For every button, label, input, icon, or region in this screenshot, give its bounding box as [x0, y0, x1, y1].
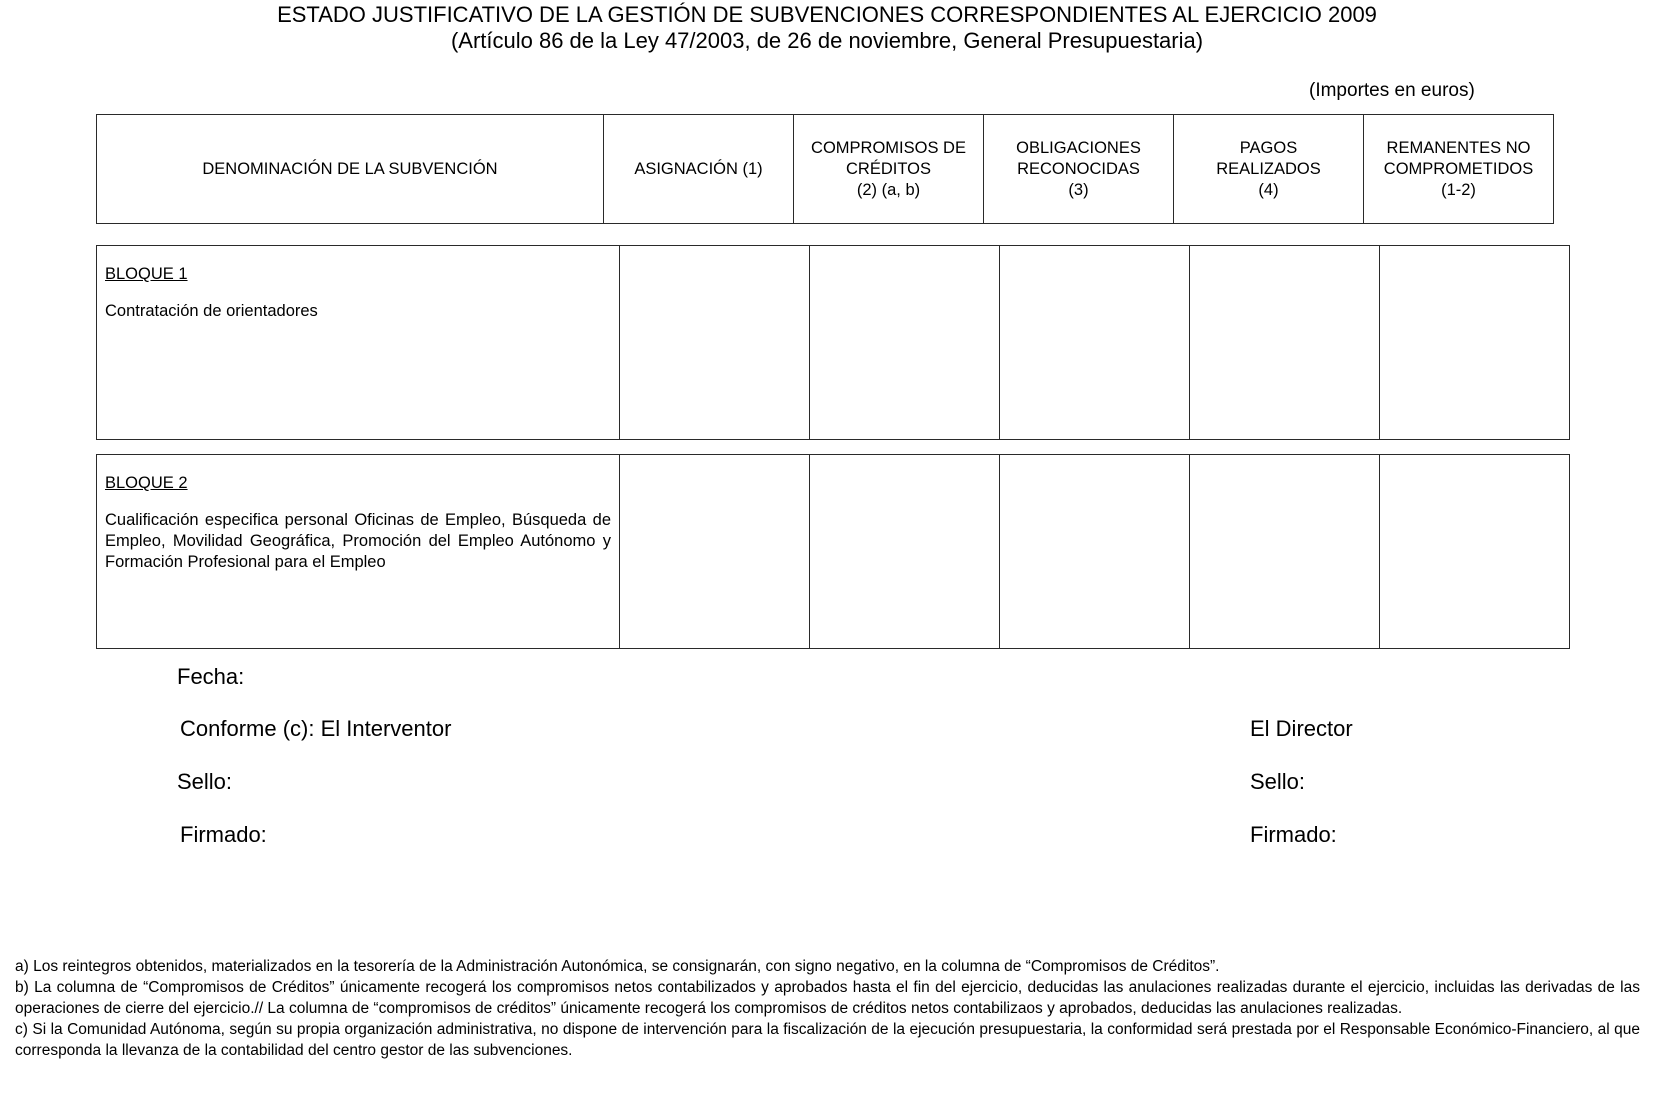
col-obligaciones	[984, 115, 1174, 224]
importes-note: (Importes en euros)	[1309, 80, 1475, 101]
firmado-director-label: Firmado:	[1250, 822, 1337, 847]
col-label: COMPROMETIDOS	[1383, 159, 1534, 178]
footnote-a: a) Los reintegros obtenidos, materializados en la tesorería de la Administración Autonómica, se consignarán, con signo negativo, en la columna de “Compromisos de Créditos”.	[15, 958, 1220, 975]
header-row	[97, 115, 1554, 224]
block-2-asignacion-cell	[620, 455, 810, 649]
col-compromisos	[794, 115, 984, 224]
col-label: COMPROMISOS DE	[811, 138, 966, 157]
document-subtitle: (Artículo 86 de la Ley 47/2003, de 26 de noviembre, General Presupuestaria)	[450, 28, 1204, 53]
block-2-denominacion	[97, 455, 620, 649]
block-1-pagos-cell	[1190, 246, 1380, 440]
block-1-compromisos-cell	[810, 246, 1000, 440]
block-2-compromisos-cell	[810, 455, 1000, 649]
col-label: PAGOS	[1239, 138, 1298, 157]
col-remanentes	[1364, 115, 1554, 224]
block-1-table	[96, 245, 1570, 440]
table-row	[97, 246, 1570, 440]
col-label: RECONOCIDAS	[1017, 159, 1140, 178]
col-label: DENOMINACIÓN DE LA SUBVENCIÓN	[202, 159, 498, 178]
firmado-interventor-label: Firmado:	[180, 822, 267, 847]
col-label: (1-2)	[1441, 180, 1476, 199]
block-description: Contratación de orientadores	[105, 302, 318, 320]
footnote-c: c) Si la Comunidad Autónoma, según su propia organización administrativa, no dispone de intervención para la fiscalización de la ejecución presupuestaria, la conformidad será prestada por el Responsable Económico-Financiero, al que corresponda la llevanza de la contabilidad del centro gestor de las subvenciones.	[15, 1021, 1640, 1059]
block-2-pagos-cell	[1190, 455, 1380, 649]
fecha-label: Fecha:	[177, 664, 245, 689]
footnotes	[15, 956, 1640, 1061]
col-asignacion	[604, 115, 794, 224]
col-label: REALIZADOS	[1216, 159, 1321, 178]
col-label: REMANENTES NO	[1386, 138, 1531, 157]
block-2-remanentes-cell	[1380, 455, 1570, 649]
block-title: BLOQUE 2	[105, 474, 188, 492]
col-label: (3)	[1068, 180, 1089, 199]
col-label: OBLIGACIONES	[1016, 138, 1141, 157]
interventor-label: Conforme (c): El Interventor	[180, 716, 452, 741]
block-1-denominacion	[97, 246, 620, 440]
header-table	[96, 114, 1554, 224]
col-label: ASIGNACIÓN (1)	[634, 159, 763, 178]
col-pagos	[1174, 115, 1364, 224]
block-1-obligaciones-cell	[1000, 246, 1190, 440]
block-2-obligaciones-cell	[1000, 455, 1190, 649]
table-row	[97, 455, 1570, 649]
block-title: BLOQUE 1	[105, 265, 188, 283]
col-label: (4)	[1258, 180, 1279, 199]
sello-director-label: Sello:	[1250, 769, 1306, 794]
block-1-asignacion-cell	[620, 246, 810, 440]
document-title: ESTADO JUSTIFICATIVO DE LA GESTIÓN DE SUBVENCIONES CORRESPONDIENTES AL EJERCICIO 2009	[277, 2, 1377, 27]
block-1-remanentes-cell	[1380, 246, 1570, 440]
block-2-table	[96, 454, 1570, 649]
director-label: El Director	[1250, 716, 1353, 741]
col-label: CRÉDITOS	[846, 159, 931, 178]
block-description: Cualificación especifica personal Oficinas de Empleo, Búsqueda de Empleo, Movilidad Geográfica, Promoción del Empleo Autónomo y Formación Profesional para el Empleo	[105, 511, 611, 571]
col-denominacion	[97, 115, 604, 224]
sello-interventor-label: Sello:	[177, 769, 233, 794]
col-label: (2) (a, b)	[856, 180, 921, 199]
footnote-b: b) La columna de “Compromisos de Créditos” únicamente recogerá los compromisos netos contabilizados y aprobados hasta el fin del ejercicio, deducidas las anulaciones realizadas durante el ejercicio, incluidas las derivadas de las operaciones de cierre del ejercicio.// La columna de “compromisos de créditos” únicamente recogerá los compromisos de créditos netos contabilizaos y aprobados, deducidas las anulaciones realizadas.	[15, 979, 1640, 1017]
